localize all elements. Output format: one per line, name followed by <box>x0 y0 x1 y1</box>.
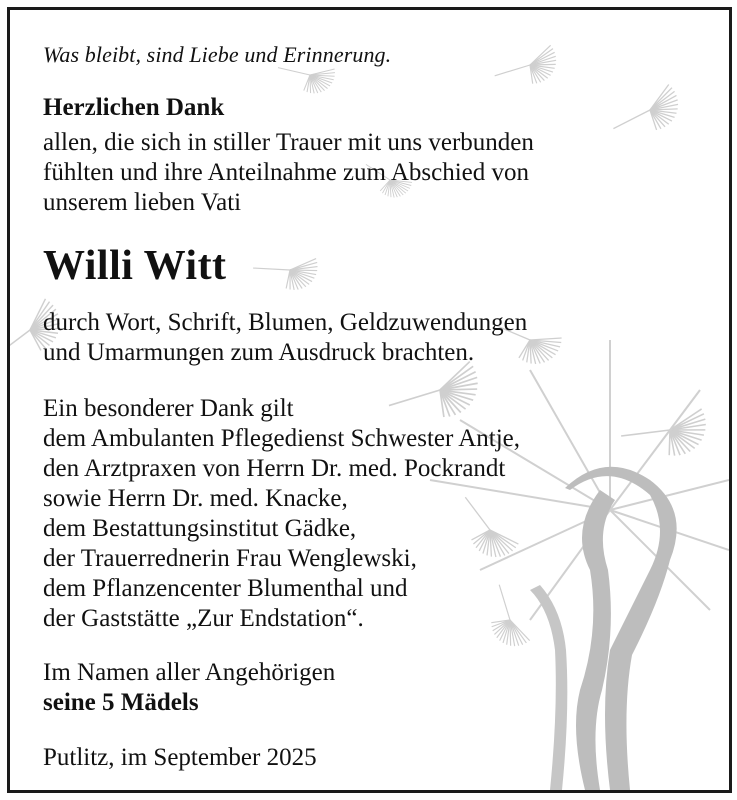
text-line: durch Wort, Schrift, Blumen, Geldzuwendungen <box>43 309 528 336</box>
motto: Was bleibt, sind Liebe und Erinnerung. <box>43 42 392 67</box>
text-line: dem Bestattungsinstitut Gädke, <box>43 515 357 542</box>
text-line: der Gaststätte „Zur Endstation“. <box>43 605 364 632</box>
text-line: allen, die sich in stiller Trauer mit uns verbunden <box>43 129 534 156</box>
text-line: und Umarmungen zum Ausdruck brachten. <box>43 339 475 366</box>
text-line: der Trauerrednerin Frau Wenglewski, <box>43 545 417 572</box>
text-line: unserem lieben Vati <box>43 189 242 216</box>
place-date: Putlitz, im September 2025 <box>43 744 317 771</box>
signoff-intro: Im Namen aller Angehörigen <box>43 659 336 686</box>
text-line: dem Pflanzencenter Blumenthal und <box>43 575 408 602</box>
text-line: sowie Herrn Dr. med. Knacke, <box>43 485 348 512</box>
obituary-notice <box>7 7 732 793</box>
means-text <box>43 308 527 368</box>
text-line: dem Ambulanten Pflegedienst Schwester Antje, <box>43 425 520 452</box>
text-line: Ein besonderer Dank gilt <box>43 395 294 422</box>
text-line: den Arztpraxen von Herrn Dr. med. Pockrandt <box>43 455 506 482</box>
thanks-text <box>43 128 534 218</box>
text-line: fühlten und ihre Anteilnahme zum Abschied von <box>43 159 530 186</box>
signoff <box>43 658 335 718</box>
deceased-name: Willi Witt <box>43 243 227 289</box>
signers: seine 5 Mädels <box>43 689 199 716</box>
special-thanks <box>43 394 520 634</box>
thanks-heading: Herzlichen Dank <box>43 94 225 121</box>
